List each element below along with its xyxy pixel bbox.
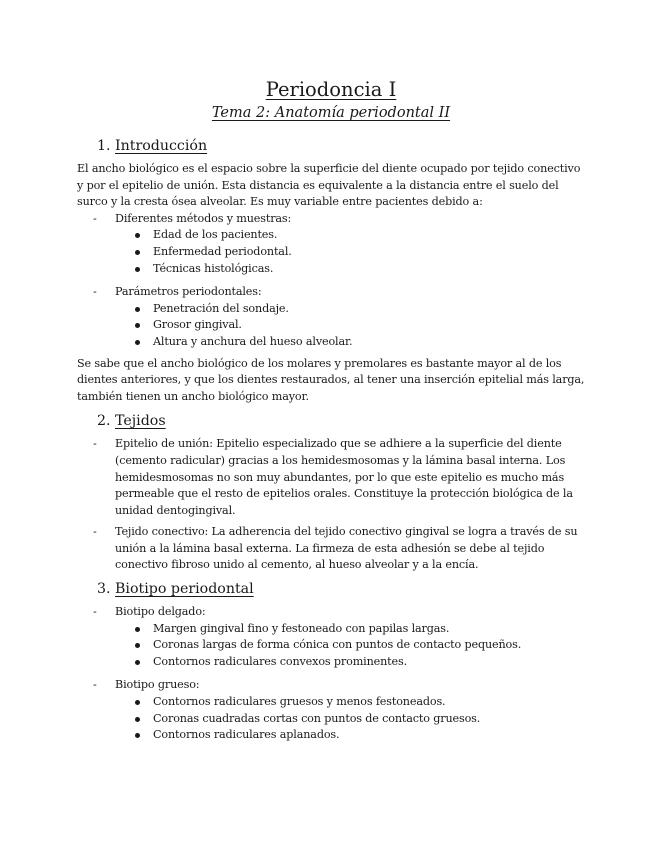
bullet-text: Enfermedad periodontal. [153, 244, 292, 258]
list-item-text: Tejido conectivo: La adherencia del tejido conectivo gingival se logra a través de su unión a la lámina basal externa. La firmeza de esta adhesión se debe al tejido conectivo fibroso unido al cemento, al hueso alveolar y a la encía. [115, 525, 578, 572]
bullet-text: Grosor gingival. [153, 318, 242, 332]
section-title: Introducción [115, 138, 208, 154]
bullet-text: Penetración del sondaje. [153, 301, 289, 315]
bullet-item [77, 317, 585, 334]
bullet-list [77, 227, 585, 277]
bullet-text: Contornos radiculares gruesos y menos festoneados. [153, 695, 446, 709]
bullet-text: Coronas largas de forma cónica con puntos de contacto pequeños. [153, 638, 522, 652]
bullet-icon [135, 233, 140, 238]
bullet-icon [135, 267, 140, 272]
bullet-text: Contornos radiculares aplanados. [153, 728, 340, 742]
list-item-label: Biotipo grueso: [115, 678, 200, 692]
section-heading-introduccion [77, 137, 585, 156]
list-item [77, 604, 585, 621]
list-item [77, 284, 585, 301]
dash-list [77, 677, 585, 694]
list-item-text: Epitelio de unión: Epitelio especializado que se adhiere a la superficie del diente (cemento radicular) gracias a los hemidesmosomas y la lámina basal interna. Los hemidesmosomas no son muy abundantes, por lo que este epitelio es mucho más permeable que el resto de epitelios orales. Constituye la protección biológica de la unidad dentogingival. [115, 437, 573, 517]
bullet-text: Edad de los pacientes. [153, 228, 278, 242]
bullet-icon [135, 733, 140, 738]
dash-list [77, 284, 585, 301]
bullet-list [77, 301, 585, 351]
list-item [77, 436, 585, 519]
bullet-text: Margen gingival fino y festoneado con papilas largas. [153, 621, 450, 635]
bullet-icon [135, 717, 140, 722]
bullet-item [77, 244, 585, 261]
bullet-icon [135, 307, 140, 312]
section-number: 3. [97, 581, 111, 598]
bullet-item [77, 637, 585, 654]
bullet-icon [135, 340, 140, 345]
bullet-icon [135, 700, 140, 705]
bullet-text: Coronas cuadradas cortas con puntos de contacto gruesos. [153, 711, 481, 725]
list-item-label: Biotipo delgado: [115, 605, 206, 619]
bullet-item [77, 301, 585, 318]
list-item-label: Diferentes métodos y muestras: [115, 211, 292, 225]
dash-list [77, 604, 585, 621]
page-title: Periodoncia I [265, 78, 397, 101]
dash-marker: - [93, 211, 97, 225]
bullet-item [77, 621, 585, 638]
section-title: Biotipo periodontal [115, 581, 254, 598]
intro-paragraph: El ancho biológico es el espacio sobre la superficie del diente ocupado por tejido conectivo y por el epitelio de unión. Esta distancia es equivalente a la distancia entre el suelo del surco y la cresta ósea alveolar. Es muy variable entre pacientes debido a: [77, 162, 581, 209]
bullet-text: Altura y anchura del hueso alveolar. [153, 334, 353, 348]
bullet-icon [135, 643, 140, 648]
section-title: Tejidos [115, 413, 166, 430]
dash-marker: - [93, 285, 97, 299]
bullet-list [77, 694, 585, 744]
list-item-label: Parámetros periodontales: [115, 285, 262, 299]
bullet-item [77, 654, 585, 671]
section-heading-tejidos [77, 412, 585, 431]
bullet-item [77, 727, 585, 744]
bullet-text: Contornos radiculares convexos prominentes. [153, 654, 407, 668]
document-page [77, 78, 585, 744]
bullet-item [77, 711, 585, 728]
dash-list [77, 211, 585, 228]
bullet-icon [135, 660, 140, 665]
bullet-text: Técnicas histológicas. [153, 261, 274, 275]
dash-marker: - [93, 525, 97, 539]
bullet-icon [135, 323, 140, 328]
bullet-item [77, 261, 585, 278]
list-item [77, 677, 585, 694]
section-number: 2. [97, 413, 111, 430]
bullet-icon [135, 250, 140, 255]
bullet-item [77, 227, 585, 244]
section-number: 1. [97, 138, 111, 154]
dash-list [77, 436, 585, 574]
bullet-icon [135, 627, 140, 632]
bullet-list [77, 621, 585, 671]
closing-paragraph: Se sabe que el ancho biológico de los molares y premolares es bastante mayor al de los dientes anteriores, y que los dientes restaurados, al tener una inserción epitelial más larga, también tienen un ancho biológico mayor. [77, 356, 585, 403]
dash-marker: - [93, 678, 97, 692]
page-subtitle: Tema 2: Anatomía periodontal II [211, 105, 451, 121]
bullet-item [77, 694, 585, 711]
list-item [77, 211, 585, 228]
dash-marker: - [93, 605, 97, 619]
dash-marker: - [93, 437, 97, 451]
bullet-item [77, 334, 585, 351]
list-item [77, 524, 585, 574]
section-heading-biotipo [77, 580, 585, 599]
